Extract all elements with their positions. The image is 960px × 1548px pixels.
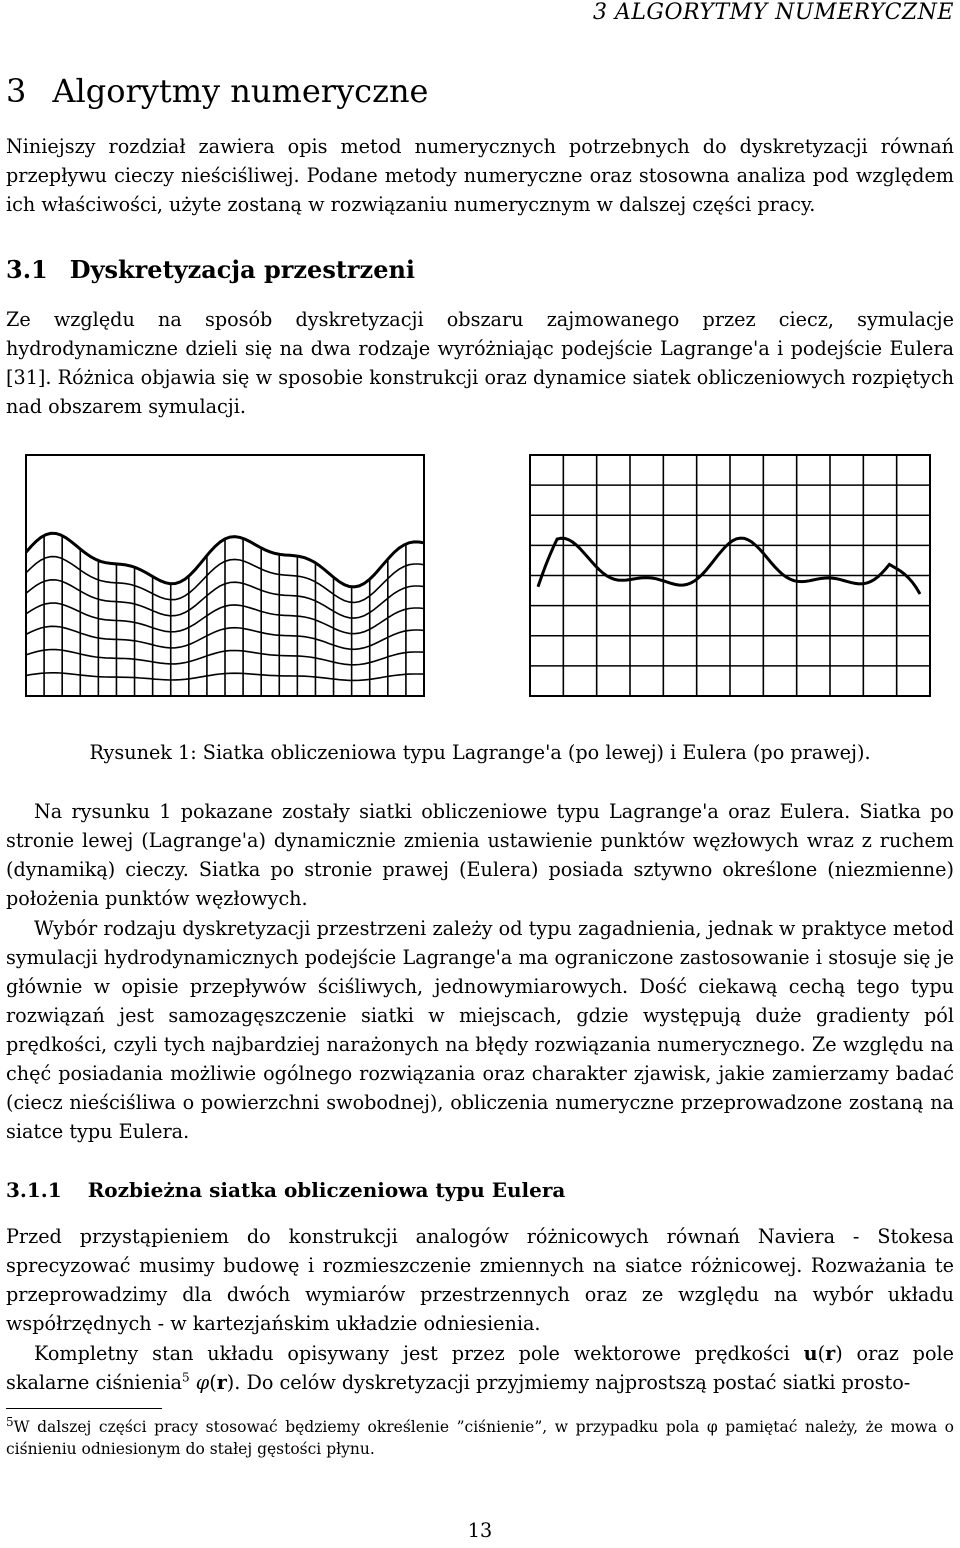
subsubsection-heading — [6, 1178, 565, 1202]
running-head: 3 ALGORYTMY NUMERYCZNE — [592, 0, 954, 25]
pressure-symbol: φ — [195, 1371, 210, 1394]
figure-caption: Rysunek 1: Siatka obliczeniowa typu Lagrange'a (po lewej) i Eulera (po prawej). — [89, 741, 871, 764]
subsection-paragraph-1: Ze względu na sposób dyskretyzacji obszaru zajmowanego przez ciecz, symulacje hydrodynamiczne dzieli się na dwa rodzaje wyróżniając podejście Lagrange'a i podejście Eulera [31]. Różnica objawia się w sposobie konstrukcji oraz dynamice siatek obliczeniowych rozpiętych nad obszarem symulacji. — [6, 308, 954, 418]
section-heading — [6, 72, 428, 110]
section-number: 3 — [6, 72, 27, 110]
footnote — [6, 1416, 954, 1460]
subsection-paragraph-2: Na rysunku 1 pokazane zostały siatki obliczeniowe typu Lagrange'a oraz Eulera. Siatka po stronie lewej (Lagrange'a) dynamicznie zmienia ustawienie punktów węzłowych wraz z ruchem (dynamiką) cieczy. Siatka po stronie prawej (Eulera) posiada sztywno określone (niezmienne) położenia punktów węzłowych. — [6, 800, 954, 910]
para2-text-a: Kompletny stan układu opisywany jest przez pole wektorowe prędkości — [34, 1342, 804, 1365]
footnote-text: W dalszej części pracy stosować będziemy określenie ”ciśnienie”, w przypadku pola φ pamiętać należy, że mowa o ciśnieniu odniesionym do stałej gęstości płynu. — [6, 1418, 954, 1458]
subsection-heading — [6, 255, 415, 284]
position-symbol-2: r — [216, 1371, 227, 1394]
subsubsection-number: 3.1.1 — [6, 1178, 62, 1202]
subsection-paragraph-3: Wybór rodzaju dyskretyzacji przestrzeni zależy od typu zagadnienia, jednak w praktyce metod symulacji hydrodynamicznych podejście Lagrange'a ma ograniczone zastosowanie i stosuje się je głównie w opisie przepływów ściśliwych, jednowymiarowych. Dość ciekawą cechą tego typu rozwiązań jest samozagęszczenie siatki w miejscach, gdzie występują duże gradienty pól prędkości, czyli tych najbardziej narażonych na błędy rozwiązania numerycznego. Ze względu na chęć posiadania możliwie ogólnego rozwiązania oraz charakter zjawisk, jakie zamierzamy badać (ciecz nieściśliwa o powierzchni swobodnej), obliczenia numeryczne przeprowadzone zostaną na siatce typu Eulera. — [6, 917, 954, 1143]
footnote-mark: 5 — [6, 1414, 14, 1429]
grid-figure-svg — [0, 440, 960, 710]
footnote-rule — [6, 1408, 162, 1409]
subsection-number: 3.1 — [6, 255, 48, 284]
footnote-ref[interactable]: 5 — [182, 1370, 190, 1385]
euler-grid — [530, 455, 930, 696]
intro-paragraph: Niniejszy rozdział zawiera opis metod numerycznych potrzebnych do dyskretyzacji równań przepływu cieczy nieściśliwej. Podane metody numeryczne oraz stosowna analiza pod względem ich właściwości, użyte zostaną w rozwiązaniu numerycznym w dalszej części pracy. — [6, 135, 954, 216]
section-title: Algorytmy numeryczne — [52, 72, 429, 110]
subsubsection-paragraph-2: Kompletny stan układu opisywany jest przez pole wektorowe prędkości u(r) oraz pole skalarne ciśnienia$^5$ φ(r). Do celów dyskretyzacji przyjmiemy najprostszą postać siatki prosto- — [6, 1342, 954, 1394]
velocity-symbol: u — [803, 1342, 818, 1365]
subsubsection-title: Rozbieżna siatka obliczeniowa typu Eulera — [87, 1178, 566, 1202]
page-number: 13 — [467, 1519, 493, 1542]
lagrange-grid — [26, 455, 424, 696]
position-symbol: r — [825, 1342, 836, 1365]
subsection-title: Dyskretyzacja przestrzeni — [69, 255, 416, 284]
para2-text-b: oraz pole skalarne ciśnienia — [6, 1342, 954, 1394]
subsubsection-paragraph-1: Przed przystąpieniem do konstrukcji analogów różnicowych równań Naviera - Stokesa sprecyzować musimy budowę i rozmieszczenie zmiennych na siatce różnicowej. Rozważania te przeprowadzimy dla dwóch wymiarów przestrzennych oraz ze względu na wybór układu współrzędnych - w kartezjańskim układzie odniesienia. — [6, 1225, 954, 1335]
para2-text-c: . Do celów dyskretyzacji przyjmiemy najprostszą postać siatki prosto- — [234, 1371, 911, 1394]
figure-grids — [0, 440, 960, 710]
